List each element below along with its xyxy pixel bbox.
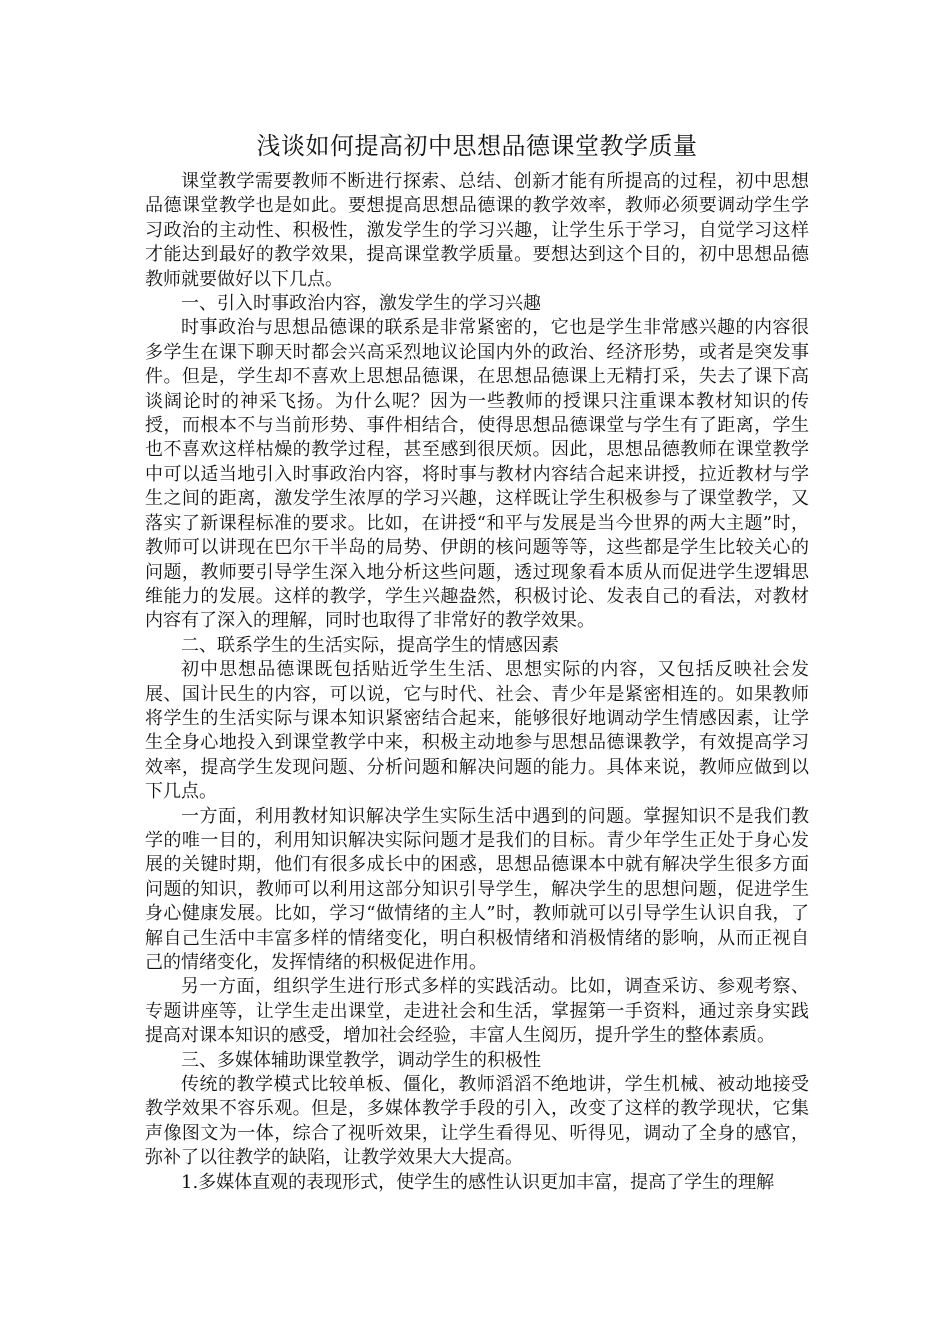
section-heading-3: 三、多媒体辅助课堂教学，调动学生的积极性 xyxy=(181,1049,541,1071)
section-2-point-1: 一方面，利用教材知识解决学生实际生活中遇到的问题。掌握知识不是我们教学的唯一目的，利用知识解决实际问题才是我们的目标。青少年学生正处于身心发展的关键时期，他们有很多成长中的困惑，思想品德课本中就有解决学生很多方面问题的知识，教师可以利用这部分知识引导学生，解决学生的思想问题，促进学生身心健康发展。比如，学习“做情绪的主人”时，教师就可以引导学生认识自我，了解自己生活中丰富多样的情绪变化，明白积极情绪和消极情绪的影响，从而正视自己的情绪变化，发挥情绪的积极促进作用。 xyxy=(145,805,809,973)
intro-paragraph: 课堂教学需要教师不断进行探索、总结、创新才能有所提高的过程，初中思想品德课堂教学也是如此。要想提高思想品德课的教学效率，教师必须要调动学生学习政治的主动性、积极性，激发学生的学习兴趣，让学生乐于学习，自觉学习这样才能达到最好的教学效果，提高课堂教学质量。要想达到这个目的，初中思想品德教师就要做好以下几点。 xyxy=(145,171,809,290)
section-2-paragraph: 初中思想品德课既包括贴近学生生活、思想实际的内容，又包括反映社会发展、国计民生的内容，可以说，它与时代、社会、青少年是紧密相连的。如果教师将学生的生活实际与课本知识紧密结合起来，能够很好地调动学生情感因素，让学生全身心地投入到课堂教学中来，积极主动地参与思想品德课教学，有效提高学习效率，提高学生发现问题、分析问题和解决问题的能力。具体来说，教师应做到以下几点。 xyxy=(145,659,809,803)
section-2-point-2: 另一方面，组织学生进行形式多样的实践活动。比如，调查采访、参观考察、专题讲座等，让学生走出课堂，走进社会和生活，掌握第一手资料，通过亲身实践提高对课本知识的感受，增加社会经验，丰富人生阅历，提升学生的整体素质。 xyxy=(145,976,809,1047)
section-3-paragraph: 传统的教学模式比较单板、僵化，教师滔滔不绝地讲，学生机械、被动地接受教学效果不容乐观。但是，多媒体教学手段的引入，改变了这样的教学现状，它集声像图文为一体，综合了视听效果，让学生看得见、听得见，调动了全身的感官，弥补了以往教学的缺陷，让教学效果大大提高。 xyxy=(145,1074,809,1169)
section-heading-1: 一、引入时事政治内容，激发学生的学习兴趣 xyxy=(181,293,541,315)
document-page xyxy=(145,128,809,1195)
section-heading-2: 二、联系学生的生活实际，提高学生的情感因素 xyxy=(181,634,559,656)
document-title: 浅谈如何提高初中思想品德课堂教学质量 xyxy=(256,132,698,160)
section-3-point-1: 1.多媒体直观的表现形式，使学生的感性认识更加丰富，提高了学生的理解 xyxy=(181,1171,775,1193)
section-1-paragraph: 时事政治与思想品德课的联系是非常紧密的，它也是学生非常感兴趣的内容很多学生在课下聊天时都会兴高采烈地议论国内外的政治、经济形势，或者是突发事件。但是，学生却不喜欢上思想品德课，在思想品德课上无精打采，失去了课下高谈阔论时的神采飞扬。为什么呢？因为一些教师的授课只注重课本教材知识的传授，而根本不与当前形势、事件相结合，使得思想品德课堂与学生有了距离，学生也不喜欢这样枯燥的教学过程，甚至感到很厌烦。因此，思想品德教师在课堂教学中可以适当地引入时事政治内容，将时事与教材内容结合起来讲授，拉近教材与学生之间的距离，激发学生浓厚的学习兴趣，这样既让学生积极参与了课堂教学，又落实了新课程标准的要求。比如，在讲授“和平与发展是当今世界的两大主题”时，教师可以讲现在巴尔干半岛的局势、伊朗的核问题等等，这些都是学生比较关心的问题，教师要引导学生深入地分析这些问题，透过现象看本质从而促进学生逻辑思维能力的发展。这样的教学，学生兴趣盎然，积极讨论、发表自己的看法，对教材内容有了深入的理解，同时也取得了非常好的教学效果。 xyxy=(145,317,809,632)
